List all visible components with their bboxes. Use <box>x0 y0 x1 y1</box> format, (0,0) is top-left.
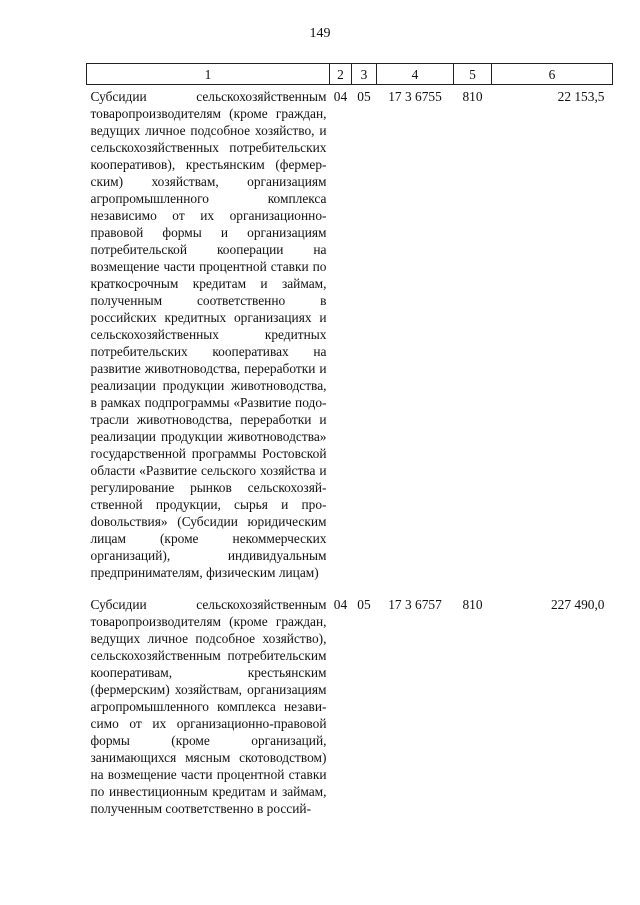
row-subsection-code: 05 <box>357 597 371 612</box>
budget-table <box>86 63 613 829</box>
table-row <box>87 593 613 829</box>
header-col-1: 1 <box>87 64 330 85</box>
header-row <box>87 64 613 85</box>
row-target-article: 17 3 6757 <box>388 597 442 612</box>
table-body <box>87 85 613 830</box>
row-amount: 22 153,5 <box>557 89 605 104</box>
row-description: Субсидии сельскохозяйственным товаропроизводителям (кроме граждан, ведущих личное подсобное хозяйство, и сельскохозяйственных потребительских кооперативов), крестьянским (фермерским) хозяйствам, организациям агропромышленного комплекса независимо от их организационно-правовой формы и организациям потребительской кооперации на возмещение части процентной ставки по краткосрочным кредитам и займам, полученным соответственно в российских кредитных организациях и сельскохозяйственных кредитных потребительских кооперативах на развитие животноводства, переработки и реализации продукции животноводства, в рамках подпрограммы «Развитие подотрасли животноводства, переработки и реализации продукции животноводства» государственной программы Ростовской области «Развитие сельского хозяйства и регулирование рынков сельскохозяйственной продукции, сырья и проdовольствия» (Субсидии юридическим лицам (кроме некоммерческих организаций), индивидуальным предпринимателям, физическим лицам) <box>90 89 327 580</box>
row-description: Субсидии сельскохозяйственным товаропроизводителям (кроме граждан, ведущих личное подсобное хозяйство), сельскохозяйственным потребительским кооперативам, крестьянским (фермерским) хозяйствам, организациям агропромышленного комплекса независимо от их организационно-правовой формы (кроме организаций, занимающихся мясным скотоводством) на возмещение части процентной ставки по инвестиционным кредитам и займам, полученным соответственно в россий- <box>90 597 327 816</box>
header-col-4: 4 <box>377 64 454 85</box>
row-section-code: 04 <box>333 597 348 612</box>
row-section-code: 04 <box>333 89 348 104</box>
row-subsection-code: 05 <box>357 89 371 104</box>
table-row <box>87 85 613 594</box>
table-header <box>87 64 613 85</box>
page-number: 149 <box>309 26 331 41</box>
header-col-5: 5 <box>454 64 492 85</box>
row-expense-type: 810 <box>462 597 483 612</box>
header-col-3: 3 <box>352 64 377 85</box>
row-target-article: 17 3 6755 <box>388 89 442 104</box>
header-col-6: 6 <box>492 64 613 85</box>
row-amount: 227 490,0 <box>550 597 605 612</box>
row-expense-type: 810 <box>462 89 483 104</box>
header-col-2: 2 <box>330 64 352 85</box>
